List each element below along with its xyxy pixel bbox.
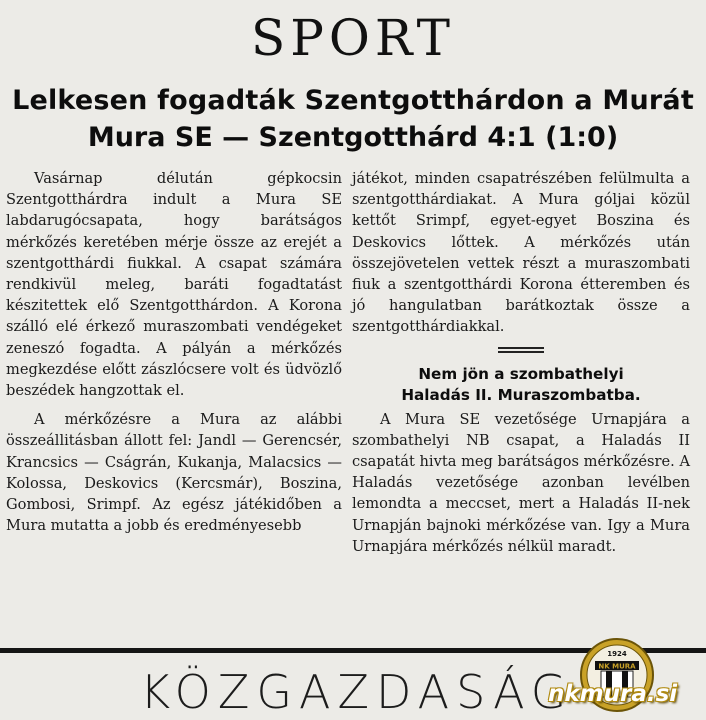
logo-year: 1924	[607, 650, 627, 658]
article-subheadline: Mura SE — Szentgotthárd 4:1 (1:0)	[87, 122, 619, 153]
article2-paragraph1: A Mura SE vezetősége Urnapjára a szombathelyi NB csapat, a Haladás II csapatát hivta meg barátságos mérkőzésre. A Haladás vezetősége azonban levélben lemondta a meccset, mert a Haladás II-nek Urnapján bajnoki mérkőzése van. Igy a Mura Urnapjára mérkőzés nélkül maradt.	[352, 410, 690, 555]
right-column	[352, 168, 690, 557]
article-separator	[498, 347, 544, 353]
site-watermark: nkmura.si	[548, 681, 678, 707]
section-title: SPORT	[250, 9, 455, 67]
left-column	[6, 168, 342, 536]
article2-headline-line2: Haladás II. Muraszombatba.	[401, 385, 641, 404]
next-section-title: KÖZGAZDASÁG	[140, 665, 574, 719]
logo-name: NK MURA	[598, 662, 636, 671]
article2-headline-line1: Nem jön a szombathelyi	[418, 364, 624, 383]
article1-paragraph1: Vasárnap délután gépkocsin Szentgotthárdra indult a Mura SE labdarugócsapata, hogy barátságos mérkőzés keretében mérje össze az erejét a szentgotthárdi fiukkal. A csapat számára rendkivül meleg, baráti fogadtatást készitettek elő Szentgotthárdon. A Korona szálló elé érkező muraszombati vendégeket zeneszó fogadta. A pályán a mérkőzés megkezdése előtt zászlócsere volt és üdvözlő beszédek hangzottak el.	[6, 170, 342, 400]
article1-paragraph2: A mérkőzésre a Mura az alábbi összeállitásban állott fel: Jandl — Gerencsér, Krancsics — Cságrán, Kukanja, Malacsics — Kolossa, Deskovics (Kercsmár), Boszina, Gombosi, Srimpf. Az egész játékidőben a Mura mutatta a jobb és eredményesebb	[6, 411, 342, 535]
article-headline: Lelkesen fogadták Szentgotthárdon a Murát	[12, 85, 694, 116]
article1-paragraph3: játékot, minden csapatrészében felülmulta a szentgotthárdiakat. A Mura góljai közül kettőt Srimpf, egyet-egyet Boszina és Deskovics lőttek. A mérkőzés után összejövetelen vettek részt a muraszombati fiuk a szentgotthárdi Korona étteremben és jó hangulatban barátkoztak össze a szentgotthárdiakkal.	[352, 170, 690, 336]
